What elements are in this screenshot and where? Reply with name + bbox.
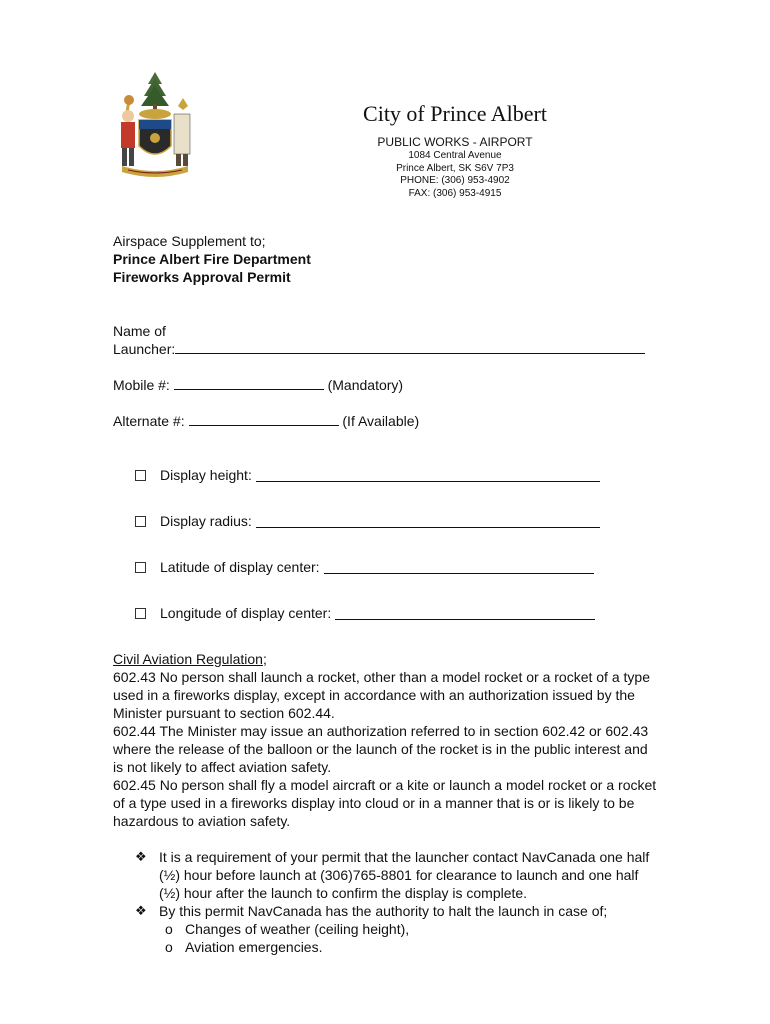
address-line: 1084 Central Avenue	[408, 150, 502, 161]
regulation-heading-text: Civil Aviation Regulation	[113, 651, 263, 667]
requirement-text: By this permit NavCanada has the authority to halt the launch in case of;	[159, 903, 608, 919]
regulation-heading	[113, 650, 661, 668]
regulation-602-43: 602.43 No person shall launch a rocket, other than a model rocket or a rocket of a type used in a fireworks display, except in accordance with an authorization issued by the Minister pursuant to section 602.44.	[113, 669, 650, 721]
letterhead	[300, 100, 610, 200]
regulation-heading-suffix: ;	[262, 651, 267, 667]
circle-bullet-icon: o	[165, 921, 173, 937]
permit-title: Fireworks Approval Permit	[113, 269, 291, 285]
form-body	[113, 232, 661, 956]
requirement-item	[135, 848, 661, 902]
permit-title-dept: Prince Albert Fire Department	[113, 251, 311, 267]
sub-item-text: Changes of weather (ceiling height),	[185, 921, 410, 937]
launcher-name-label-1: Name of	[113, 323, 166, 339]
checklist-item	[135, 512, 661, 530]
fax-line: FAX: (306) 953-4915	[408, 187, 502, 199]
regulation-602-44: 602.44 The Minister may issue an authorization referred to in section 602.42 or 602.43 where the release of the balloon or the launch of the rocket is in the public interest and is not likely to affect aviation safety.	[113, 723, 649, 775]
city-postal-line: Prince Albert, SK S6V 7P3	[396, 162, 514, 174]
requirement-item	[135, 902, 661, 920]
mobile-label: Mobile #:	[113, 377, 170, 393]
launcher-name-field[interactable]	[175, 340, 645, 354]
alternate-label: Alternate #:	[113, 413, 185, 429]
sub-item	[165, 920, 661, 938]
launcher-name-row	[113, 340, 661, 358]
checkbox[interactable]	[135, 562, 146, 573]
display-radius-field[interactable]	[256, 514, 600, 528]
checklist-label: Display radius:	[160, 513, 252, 529]
launcher-name-label-2: Launcher:	[113, 341, 176, 357]
phone-line: PHONE: (306) 953-4902	[400, 175, 510, 186]
mobile-note: (Mandatory)	[327, 377, 404, 393]
sub-item-text: Aviation emergencies.	[185, 939, 323, 955]
alternate-row	[113, 412, 661, 430]
latitude-field[interactable]	[324, 560, 594, 574]
checklist-label: Longitude of display center:	[160, 605, 332, 621]
requirement-text: It is a requirement of your permit that the launcher contact NavCanada one half (½) hour before launch at (306)765-8801 for clearance to launch and one half (½) hour after the launch to confirm the display is complete.	[159, 849, 650, 901]
checklist-item	[135, 604, 661, 622]
diamond-bullet-icon: ❖	[135, 903, 147, 918]
checkbox[interactable]	[135, 516, 146, 527]
alternate-field[interactable]	[189, 412, 339, 426]
display-height-field[interactable]	[256, 468, 600, 482]
longitude-field[interactable]	[335, 606, 595, 620]
sub-item	[165, 938, 661, 956]
checklist-label: Latitude of display center:	[160, 559, 320, 575]
checkbox[interactable]	[135, 470, 146, 481]
supplement-label: Airspace Supplement to;	[113, 233, 266, 249]
checklist-label: Display height:	[160, 467, 252, 483]
regulation-602-45: 602.45 No person shall fly a model aircraft or a kite or launch a model rocket or a rocket of a type used in a fireworks display into cloud or in a manner that is or is likely to be hazardous to aviation safety.	[113, 777, 657, 829]
mobile-row	[113, 376, 661, 394]
department-name: PUBLIC WORKS - AIRPORT	[377, 135, 533, 149]
city-title: City of Prince Albert	[363, 101, 547, 126]
checklist-item	[135, 466, 661, 484]
alternate-note: (If Available)	[342, 413, 420, 429]
circle-bullet-icon: o	[165, 939, 173, 955]
diamond-bullet-icon: ❖	[135, 849, 147, 864]
checkbox[interactable]	[135, 608, 146, 619]
checklist-item	[135, 558, 661, 576]
city-crest-logo	[110, 70, 200, 182]
mobile-field[interactable]	[174, 376, 324, 390]
